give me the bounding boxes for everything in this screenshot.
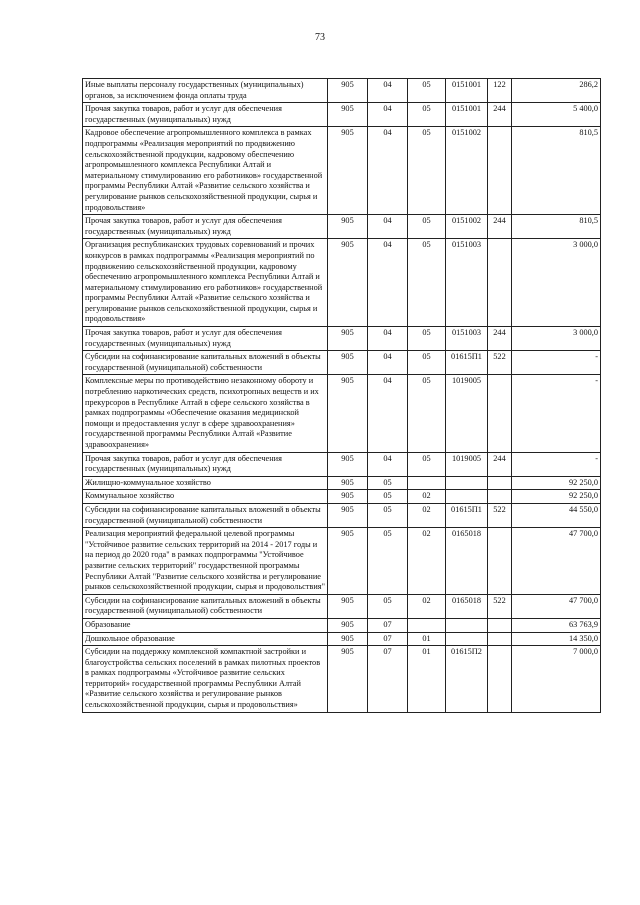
- expense-type-cell: [488, 127, 512, 215]
- grbs-cell: 905: [328, 215, 368, 239]
- target-article-cell: 0151001: [446, 79, 488, 103]
- table-row: [83, 103, 601, 127]
- grbs-cell: 905: [328, 490, 368, 504]
- amount-cell: 92 250,0: [512, 476, 601, 490]
- subsection-cell: 02: [408, 490, 446, 504]
- target-article-cell: [446, 618, 488, 632]
- table-row: [83, 452, 601, 476]
- expense-type-cell: [488, 528, 512, 595]
- grbs-cell: 905: [328, 646, 368, 713]
- amount-cell: 810,5: [512, 127, 601, 215]
- row-name-cell: Жилищно-коммунальное хозяйство: [83, 476, 328, 490]
- table-row: [83, 215, 601, 239]
- target-article-cell: 0165018: [446, 528, 488, 595]
- amount-cell: 47 700,0: [512, 528, 601, 595]
- section-cell: 04: [368, 351, 408, 375]
- target-article-cell: 01615П2: [446, 646, 488, 713]
- amount-cell: 286,2: [512, 79, 601, 103]
- expense-type-cell: 522: [488, 594, 512, 618]
- row-name-cell: Коммунальное хозяйство: [83, 490, 328, 504]
- amount-cell: 47 700,0: [512, 594, 601, 618]
- subsection-cell: 01: [408, 646, 446, 713]
- subsection-cell: 05: [408, 375, 446, 452]
- amount-cell: -: [512, 351, 601, 375]
- table-row: [83, 528, 601, 595]
- table-row: [83, 618, 601, 632]
- amount-cell: 63 763,9: [512, 618, 601, 632]
- page-number: 73: [315, 32, 325, 43]
- subsection-cell: 05: [408, 327, 446, 351]
- target-article-cell: [446, 490, 488, 504]
- target-article-cell: 0151002: [446, 127, 488, 215]
- expense-type-cell: 244: [488, 327, 512, 351]
- section-cell: 04: [368, 79, 408, 103]
- amount-cell: 3 000,0: [512, 327, 601, 351]
- amount-cell: 5 400,0: [512, 103, 601, 127]
- subsection-cell: 05: [408, 215, 446, 239]
- expense-type-cell: [488, 476, 512, 490]
- grbs-cell: 905: [328, 375, 368, 452]
- expense-type-cell: [488, 490, 512, 504]
- target-article-cell: 0151003: [446, 239, 488, 327]
- row-name-cell: Субсидии на софинансирование капитальных вложений в объекты государственной (муниципальной) собственности: [83, 594, 328, 618]
- section-cell: 04: [368, 375, 408, 452]
- table-row: [83, 503, 601, 527]
- row-name-cell: Дошкольное образование: [83, 632, 328, 646]
- target-article-cell: 0165018: [446, 594, 488, 618]
- table-row: [83, 646, 601, 713]
- expense-type-cell: 122: [488, 79, 512, 103]
- subsection-cell: 05: [408, 103, 446, 127]
- subsection-cell: 05: [408, 351, 446, 375]
- section-cell: 05: [368, 503, 408, 527]
- table-row: [83, 375, 601, 452]
- grbs-cell: 905: [328, 503, 368, 527]
- row-name-cell: Комплексные меры по противодействию незаконному обороту и потреблению наркотических средств, психотропных веществ и их прекурсоров в Республике Алтай в сфере сельского хозяйства в рамках подпрограммы «Обеспечение оказания медицинской помощи и предоставления услуг в сфере здравоохранения» государственной программы Республики Алтай «Развитие здравоохранения»: [83, 375, 328, 452]
- amount-cell: 44 550,0: [512, 503, 601, 527]
- row-name-cell: Субсидии на поддержку комплексной компактной застройки и благоустройства сельских поселений в рамках пилотных проектов в рамках подпрограммы «Устойчивое развитие сельских территорий» государственной программы Республики Алтай «Развитие сельского хозяйства и регулирование рынков сельскохозяйственной продукции, сырья и продовольствия»: [83, 646, 328, 713]
- subsection-cell: [408, 618, 446, 632]
- budget-table: [82, 78, 601, 713]
- section-cell: 04: [368, 215, 408, 239]
- section-cell: 04: [368, 127, 408, 215]
- section-cell: 04: [368, 327, 408, 351]
- target-article-cell: [446, 632, 488, 646]
- target-article-cell: [446, 476, 488, 490]
- section-cell: 05: [368, 594, 408, 618]
- target-article-cell: 01615П1: [446, 351, 488, 375]
- target-article-cell: 0151001: [446, 103, 488, 127]
- expense-type-cell: [488, 375, 512, 452]
- row-name-cell: Кадровое обеспечение агропромышленного комплекса в рамках подпрограммы «Реализация мероприятий по продвижению сельскохозяйственной продукции, кадровому обеспечению агропромышленного комплекса Республики Алтай и материальному стимулированию его работников» государственной программы Республики Алтай «Развитие сельского хозяйства и регулирование рынков сельскохозяйственной продукции, сырья и продовольствия»: [83, 127, 328, 215]
- subsection-cell: 02: [408, 528, 446, 595]
- expense-type-cell: 244: [488, 215, 512, 239]
- table-row: [83, 632, 601, 646]
- row-name-cell: Субсидии на софинансирование капитальных вложений в объекты государственной (муниципальной) собственности: [83, 503, 328, 527]
- target-article-cell: 1019005: [446, 452, 488, 476]
- amount-cell: 810,5: [512, 215, 601, 239]
- section-cell: 04: [368, 452, 408, 476]
- expense-type-cell: 522: [488, 503, 512, 527]
- grbs-cell: 905: [328, 632, 368, 646]
- subsection-cell: 05: [408, 239, 446, 327]
- target-article-cell: 1019005: [446, 375, 488, 452]
- table-row: [83, 239, 601, 327]
- subsection-cell: [408, 476, 446, 490]
- expense-type-cell: [488, 646, 512, 713]
- section-cell: 07: [368, 646, 408, 713]
- row-name-cell: Образование: [83, 618, 328, 632]
- section-cell: 05: [368, 490, 408, 504]
- expense-type-cell: 244: [488, 103, 512, 127]
- table-row: [83, 490, 601, 504]
- row-name-cell: Субсидии на софинансирование капитальных вложений в объекты государственной (муниципальной) собственности: [83, 351, 328, 375]
- subsection-cell: 05: [408, 452, 446, 476]
- amount-cell: 7 000,0: [512, 646, 601, 713]
- section-cell: 04: [368, 103, 408, 127]
- section-cell: 04: [368, 239, 408, 327]
- amount-cell: -: [512, 452, 601, 476]
- row-name-cell: Прочая закупка товаров, работ и услуг для обеспечения государственных (муниципальных) нужд: [83, 452, 328, 476]
- section-cell: 05: [368, 476, 408, 490]
- table-row: [83, 351, 601, 375]
- table-row: [83, 79, 601, 103]
- row-name-cell: Прочая закупка товаров, работ и услуг для обеспечения государственных (муниципальных) нужд: [83, 215, 328, 239]
- table-row: [83, 127, 601, 215]
- row-name-cell: Иные выплаты персоналу государственных (муниципальных) органов, за исключением фонда оплаты труда: [83, 79, 328, 103]
- grbs-cell: 905: [328, 452, 368, 476]
- row-name-cell: Реализация мероприятий федеральной целевой программы "Устойчивое развитие сельских территорий на 2014 - 2017 годы и на период до 2020 года" в рамках подпрограммы "Устойчивое развитие сельских территорий" государственной программы Республики Алтай "Развитие сельского хозяйства и регулирование рынков сельскохозяйственной продукции, сырья и продовольствия": [83, 528, 328, 595]
- grbs-cell: 905: [328, 476, 368, 490]
- section-cell: 07: [368, 632, 408, 646]
- expense-type-cell: [488, 239, 512, 327]
- subsection-cell: 05: [408, 79, 446, 103]
- target-article-cell: 01615П1: [446, 503, 488, 527]
- subsection-cell: 05: [408, 127, 446, 215]
- row-name-cell: Организация республиканских трудовых соревнований и прочих конкурсов в рамках подпрограммы «Реализация мероприятий по продвижению сельскохозяйственной продукции, кадровому обеспечению агропромышленного комплекса Республики Алтай и материальному стимулированию его работников» государственной программы Республики Алтай «Развитие сельского хозяйства и регулирование рынков сельскохозяйственной продукции, сырья и продовольствия»: [83, 239, 328, 327]
- target-article-cell: 0151003: [446, 327, 488, 351]
- grbs-cell: 905: [328, 127, 368, 215]
- row-name-cell: Прочая закупка товаров, работ и услуг для обеспечения государственных (муниципальных) нужд: [83, 103, 328, 127]
- table-row: [83, 476, 601, 490]
- expense-type-cell: 244: [488, 452, 512, 476]
- expense-type-cell: [488, 632, 512, 646]
- table-row: [83, 594, 601, 618]
- grbs-cell: 905: [328, 79, 368, 103]
- amount-cell: 14 350,0: [512, 632, 601, 646]
- expense-type-cell: [488, 618, 512, 632]
- target-article-cell: 0151002: [446, 215, 488, 239]
- table-row: [83, 327, 601, 351]
- subsection-cell: 02: [408, 503, 446, 527]
- subsection-cell: 01: [408, 632, 446, 646]
- row-name-cell: Прочая закупка товаров, работ и услуг для обеспечения государственных (муниципальных) нужд: [83, 327, 328, 351]
- grbs-cell: 905: [328, 103, 368, 127]
- amount-cell: 92 250,0: [512, 490, 601, 504]
- grbs-cell: 905: [328, 327, 368, 351]
- budget-table-body: [83, 79, 601, 713]
- grbs-cell: 905: [328, 239, 368, 327]
- amount-cell: 3 000,0: [512, 239, 601, 327]
- amount-cell: -: [512, 375, 601, 452]
- expense-type-cell: 522: [488, 351, 512, 375]
- section-cell: 05: [368, 528, 408, 595]
- grbs-cell: 905: [328, 594, 368, 618]
- grbs-cell: 905: [328, 528, 368, 595]
- section-cell: 07: [368, 618, 408, 632]
- grbs-cell: 905: [328, 618, 368, 632]
- grbs-cell: 905: [328, 351, 368, 375]
- subsection-cell: 02: [408, 594, 446, 618]
